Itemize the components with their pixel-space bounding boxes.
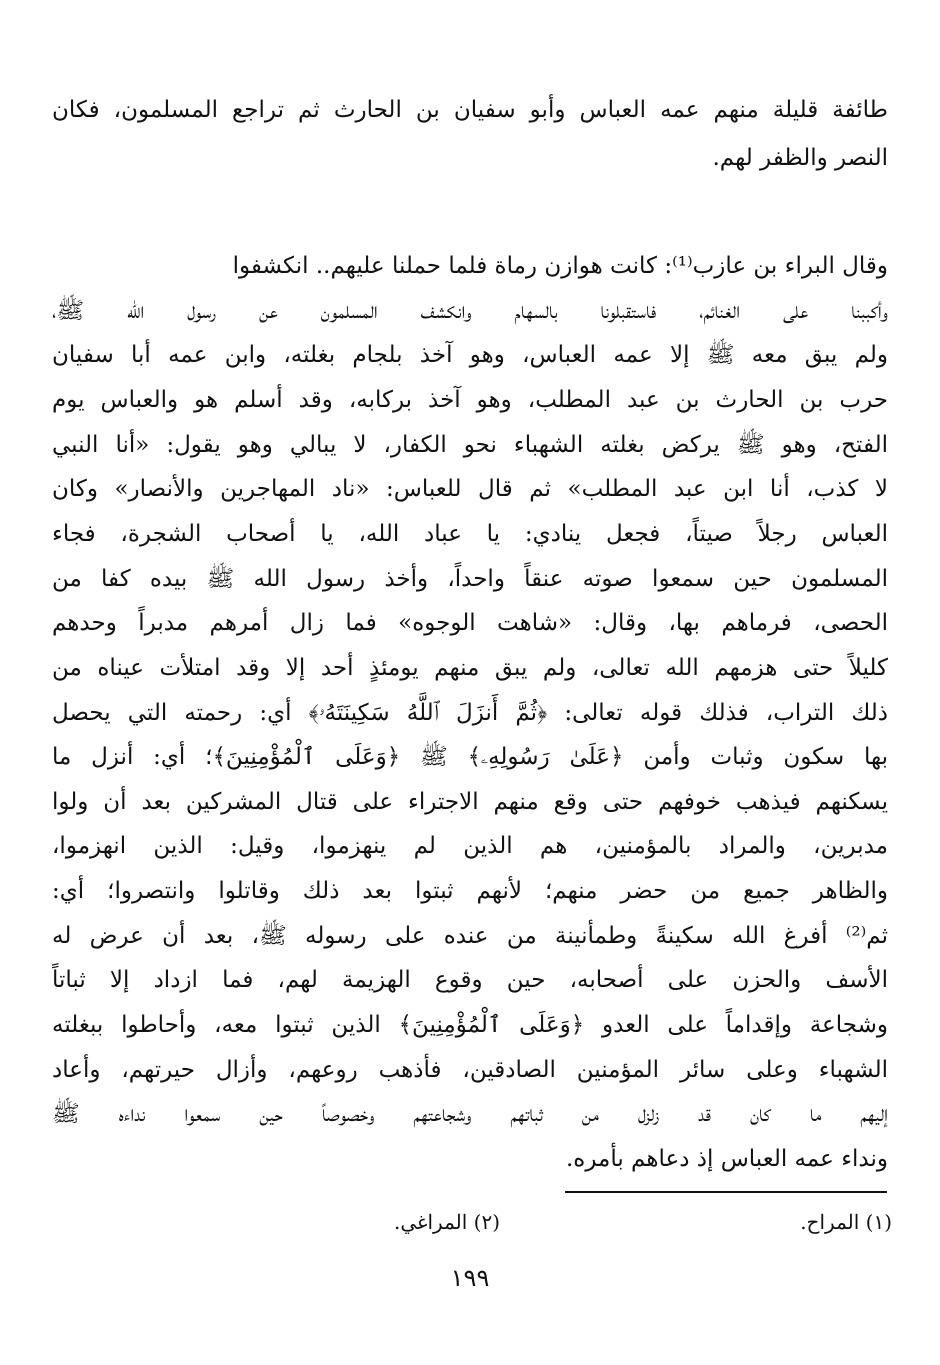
text-line: طائفة قليلة منهم عمه العباس وأبو سفيان بن الحارث ثم تراجع المسلمون، فكان [52,97,888,123]
text-line: يسكنهم فيذهب خوفهم حتى وقع منهم الاجتراء على قتال المشركين بعد أن ولوا [52,789,888,815]
text-line: وأكببنا على الغنائم، فاستقبلونا بالسهام وانكشف المسلمون عن رسول الله ﷺ، [52,298,888,324]
footnote-separator [565,1191,887,1193]
page-number: ١٩٩ [450,1264,490,1292]
text-line: ونداء عمه العباس إذ دعاهم بأمره. [565,1146,888,1172]
text-line: المسلمون حين سمعوا صوته عنقاً واحداً، وأخذ رسول الله ﷺ بيده كفا من [52,566,888,592]
text-line: الحصى، فرماهم بها، وقال: «شاهت الوجوه» فما زال أمرهم مدبراً وحدهم [52,610,888,636]
text-line: الشهباء وعلى سائر المؤمنين الصادقين، فأذهب روعهم، وأزال حيرتهم، وأعاد [52,1057,888,1083]
text-line: ثم⁽²⁾ أفرغ الله سكينةً وطمأنينة من عنده على رسوله ﷺ، بعد أن عرض له [52,923,888,949]
text-line: إليهم ما كان قد زلزل من ثباتهم وشجاعتهم وخصوصاً حين سمعوا نداءه ﷺ [52,1101,888,1127]
text-line: النصر والظفر لهم. [712,145,888,171]
text-line-indented: وقال البراء بن عازب⁽¹⁾: كانت هوازن رماة فلما حملنا عليهم.. انكشفوا [232,253,888,279]
text-line: ذلك التراب، فذلك قوله تعالى: ﴿ثُمَّ أَنزَلَ ٱللَّهُ سَكِينَتَهُۥ﴾ أي: رحمته التي يحصل [52,700,888,726]
footnote-1: (١) المراح. [800,1210,892,1234]
text-line: لا كذب، أنا ابن عبد المطلب» ثم قال للعباس: «ناد المهاجرين والأنصار» وكان [52,476,888,502]
text-line: كليلاً حتى هزمهم الله تعالى، ولم يبق منهم يومئذٍ أحد إلا وقد امتلأت عيناه من [52,655,888,681]
text-line: بها سكون وثبات وأمن ﴿عَلَىٰ رَسُولِهِۦ﴾ ﷺ ﴿وَعَلَى ٱلْمُؤْمِنِينَ﴾؛ أي: أنزل ما [52,744,888,770]
text-line: حرب بن الحارث بن عبد المطلب، وهو آخذ بركابه، وقد أسلم هو والعباس يوم [52,387,888,413]
text-line: العباس رجلاً صيتاً، فجعل ينادي: يا عباد الله، يا أصحاب الشجرة، فجاء [52,521,888,547]
text-line: ولم يبق معه ﷺ إلا عمه العباس، وهو آخذ بلجام بغلته، وابن عمه أبا سفيان [52,342,888,368]
text-line: الأسف والحزن على أصحابه، حين وقوع الهزيمة لهم، فما ازداد إلا ثباتاً [52,967,888,993]
text-line: الفتح، وهو ﷺ يركض بغلته الشهباء نحو الكفار، لا يبالي وهو يقول: «أنا النبي [52,432,888,458]
footnote-2: (٢) المراغي. [393,1210,500,1234]
text-line: وشجاعة وإقداماً على العدو ﴿وَعَلَى ٱلْمُؤْمِنِينَ﴾ الذين ثبتوا معه، وأحاطوا ببغلته [52,1012,888,1038]
text-line: والظاهر جميع من حضر منهم؛ لأنهم ثبتوا بعد ذلك وقاتلوا وانتصروا؛ أي: [52,878,888,904]
text-line: مدبرين، والمراد بالمؤمنين، هم الذين لم ينهزموا، وقيل: الذين انهزموا، [52,833,888,859]
